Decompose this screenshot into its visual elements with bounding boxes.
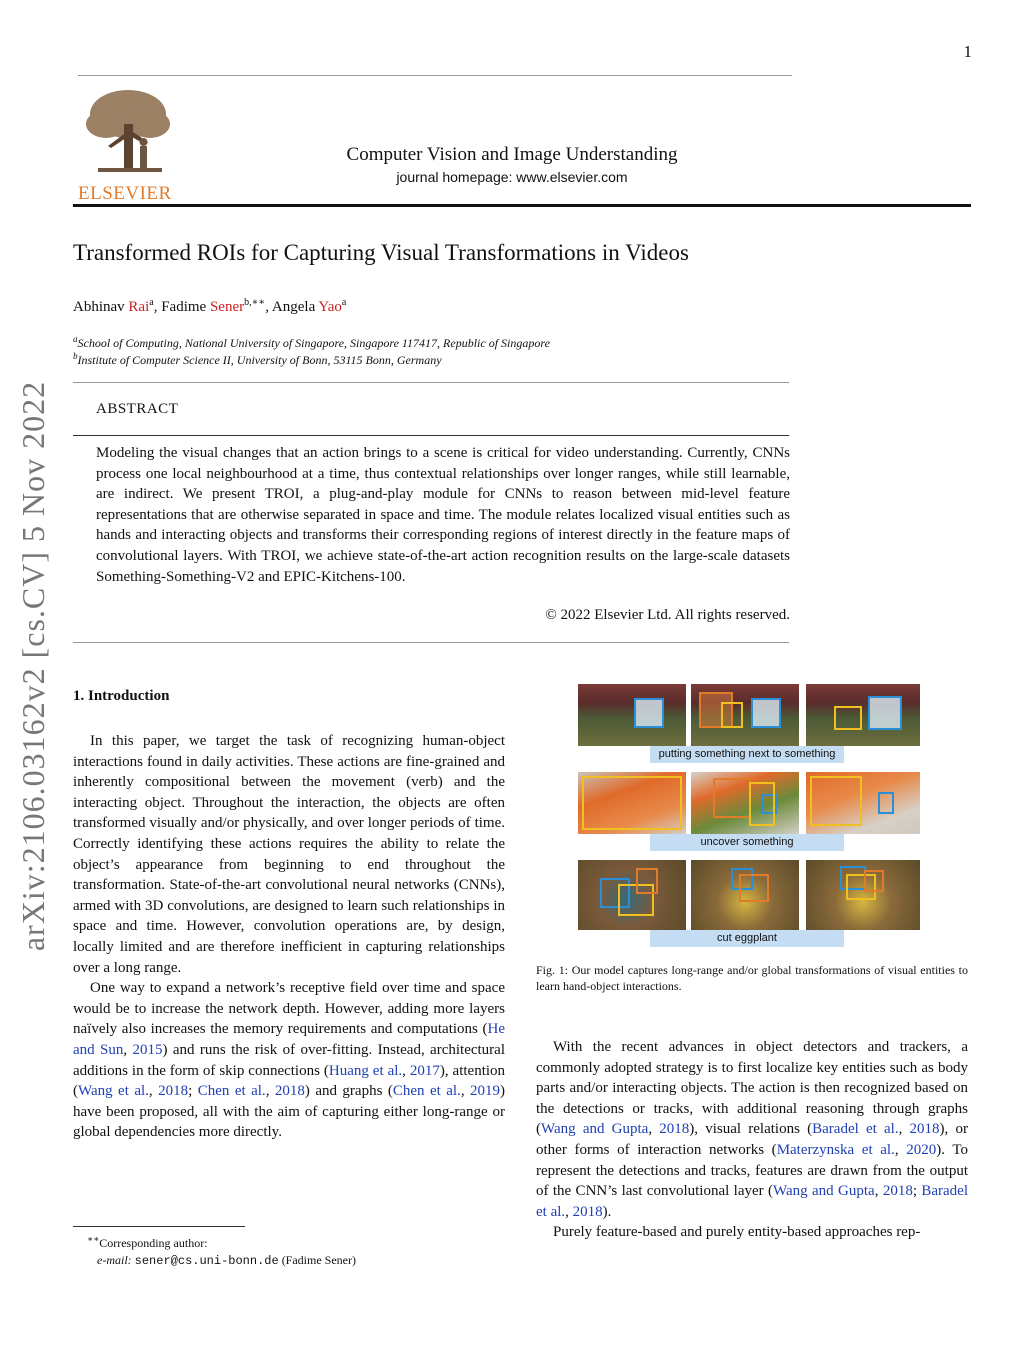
citation-year-link[interactable]: 2018: [882, 1183, 913, 1200]
citation-year-link[interactable]: 2017: [409, 1062, 440, 1079]
citation-link[interactable]: Wang et al.: [78, 1083, 149, 1100]
text-run: ;: [188, 1083, 198, 1100]
abstract-heading-rule: [73, 435, 789, 436]
affiliation: [73, 351, 442, 368]
journal-name: Computer Vision and Image Understanding: [346, 144, 678, 165]
video-frame: [578, 772, 686, 834]
figure-1: [578, 684, 920, 948]
abstract-top-rule: [73, 382, 789, 383]
author-given: Abhinav: [73, 299, 129, 315]
abstract-bottom-rule: [73, 642, 789, 643]
citation-link[interactable]: Chen et al.: [392, 1083, 461, 1100]
text-run: ), or other forms of interaction networks (: [536, 1121, 968, 1158]
intro-left-column: [73, 731, 505, 1143]
intro-right-column: [536, 1037, 968, 1243]
object-bbox: [751, 698, 781, 728]
footnote-line-1: [73, 1231, 505, 1252]
text-run: With the recent advances in object detectors and trackers, a commonly adopted strategy is to first localize key entities such as body parts and/or interacting objects. The action is then recognized based on the detections or tracks, with additional reasoning through graphs (: [536, 1039, 968, 1138]
text-run: ), visual relations (: [689, 1121, 813, 1138]
abstract-text: Modeling the visual changes that an action brings to a scene is critical for video understanding. Currently, CNNs process one local neighbourhood at a time, thus contextual relationships over longer ranges, while still learnable, are indirect. We present TROI, a plug-and-play module for CNNs to reason between mid-level feature representations that are otherwise separated in space and time. The module relates localized visual entities such as hands and interacting objects and transforms their corresponding regions of interest directly in the feature maps of convolutional layers. With TROI, we achieve state-of-the-art action recognition results on the large-scale datasets Something-Something-V2 and EPIC-Kitchens-100.: [96, 445, 790, 585]
email-link[interactable]: sener@cs.uni-bonn.de: [134, 1254, 279, 1268]
citation-year-link[interactable]: 2020: [906, 1141, 937, 1158]
header-top-rule: [78, 75, 792, 76]
footnote: [73, 1231, 505, 1270]
right-paragraph-2: Purely feature-based and purely entity-based approaches rep-: [553, 1224, 921, 1241]
author-sup: b,∗∗: [244, 297, 266, 308]
intro-paragraph-2: One way to expand a network’s receptive field over time and space would be to increase the network depth. However, adding more layers naïvely also increases the memory requirements and computations (He and Sun, 2015) and runs the risk of over-fitting. Instead, architectural additions in the form of skip connections (Huang et al., 2017), attention (Wang et al., 2018; Chen et al., 2018) and graphs (Chen et al., 2019) have been proposed, all with the aim of capturing either long-range or global dependencies more directly.: [73, 980, 506, 1141]
video-frame: [806, 684, 920, 746]
citation-year-link[interactable]: 2015: [132, 1041, 163, 1058]
citation-year-link[interactable]: 2019: [470, 1083, 501, 1100]
citation-year-link[interactable]: 2018: [909, 1121, 940, 1138]
citation-link[interactable]: Wang and Gupta: [541, 1121, 649, 1138]
citation-year-link[interactable]: 2018: [274, 1083, 305, 1100]
email-owner: (Fadime Sener): [281, 1253, 356, 1267]
footnote-line-2: [73, 1252, 505, 1270]
text-run: One way to expand a network’s receptive field over time and space would be to increase the network depth. However, adding more layers naïvely also increases the memory requirements and computations (: [73, 980, 505, 1038]
text-run: ).: [602, 1203, 612, 1220]
footnote-label: Corresponding author:: [99, 1236, 208, 1250]
author-family-link[interactable]: Yao: [318, 299, 342, 315]
object-bbox: [878, 792, 894, 814]
intro-paragraph-1: In this paper, we target the task of recognizing human-object interactions found in daily activities. These actions are fine-grained and inherently compositional between the movement (verb) and the interacting object. Throughout the interaction, the objects are often transformed visually and/or physically, and over longer periods of time. Correctly identifying these actions requires the ability to relate the object’s appearance from beginning to end throughout the transformation. State-of-the-art convolutional neural networks (CNNs), armed with 3D convolutions, are designed to learn such relationships in space and time. However, convolution operations are, by design, locally limited and are therefore inefficient in capturing relationships over a long range.: [73, 733, 505, 976]
hand-bbox: [713, 778, 751, 818]
text-run: ,: [123, 1041, 133, 1058]
citation-link[interactable]: Baradel et al.: [812, 1121, 899, 1138]
citation-link[interactable]: Materzynska et al.: [776, 1141, 895, 1158]
citation-year-link[interactable]: 2018: [659, 1121, 690, 1138]
text-run: ). To represent the detections and tracks, features are drawn from the output of the CNN’s last convolutional layer (: [536, 1141, 969, 1200]
elsevier-wordmark: ELSEVIER: [78, 183, 172, 204]
footnote-marker: ∗∗: [87, 1234, 100, 1244]
video-frame: [806, 860, 920, 930]
video-frame: [578, 684, 686, 746]
figure-label: uncover something: [650, 834, 844, 851]
figure-label: putting something next to something: [650, 746, 844, 763]
object-bbox: [634, 698, 664, 728]
citation-link[interactable]: Wang and Gupta: [773, 1183, 875, 1200]
author-sep: ,: [153, 299, 162, 315]
object-bbox: [739, 874, 769, 902]
citation-link[interactable]: He and Sun: [73, 1021, 505, 1058]
affiliation-text: Institute of Computer Science II, University of Bonn, 53115 Bonn, Germany: [77, 353, 442, 367]
cloth-bbox: [810, 776, 862, 826]
object-bbox: [864, 870, 884, 892]
author-family-link[interactable]: Sener: [209, 299, 245, 315]
affiliation-sup: b: [73, 351, 78, 361]
text-run: ) have been proposed, all with the aim of capturing either long-range or global dependencies more directly.: [73, 1083, 506, 1141]
text-run: ) and runs the risk of over-fitting. Instead, architectural additions in the form of skip connections (: [73, 1041, 506, 1079]
author-list: [73, 297, 346, 316]
text-run: ;: [912, 1183, 922, 1200]
citation-link[interactable]: Huang et al.: [328, 1062, 403, 1079]
copyright-notice: © 2022 Elsevier Ltd. All rights reserved.: [545, 607, 790, 623]
affiliation: [73, 334, 550, 351]
page-number: 1: [963, 42, 972, 61]
journal-homepage[interactable]: journal homepage: www.elsevier.com: [396, 169, 628, 185]
object-bbox: [749, 782, 775, 826]
header-bottom-rule: [73, 204, 971, 207]
author-sup: a: [149, 297, 154, 308]
author-sep: ,: [265, 299, 272, 315]
cloth-bbox: [582, 776, 682, 830]
paper-title: Transformed ROIs for Capturing Visual Transformations in Videos: [73, 240, 689, 265]
citation-year-link[interactable]: 2018: [158, 1083, 189, 1100]
object-bbox: [834, 706, 862, 730]
figure-caption: Fig. 1: Our model captures long-range and/or global transformations of visual entities to learn hand-object interactions.: [536, 963, 968, 993]
video-frame: [691, 684, 799, 746]
object-bbox: [636, 868, 658, 894]
text-run: ), attention (: [73, 1062, 506, 1100]
author-sup: a: [341, 297, 347, 308]
abstract-heading: ABSTRACT: [96, 401, 179, 417]
video-frame: [691, 772, 799, 834]
affiliation-sup: a: [73, 334, 78, 344]
section-heading-introduction: 1. Introduction: [73, 688, 170, 704]
footnote-rule: [73, 1226, 245, 1227]
right-paragraph-1: With the recent advances in object detectors and trackers, a commonly adopted strategy is to first localize key entities such as body parts and/or interacting objects. The action is then recognized based on the detections or tracks, with additional reasoning through graphs (Wang and Gupta, 2018), visual relations (Baradel et al., 2018), or other forms of interaction networks (Materzynska et al., 2020). To represent the detections and tracks, features are drawn from the output of the CNN’s last convolutional layer (Wang and Gupta, 2018; Baradel et al., 2018).: [536, 1039, 969, 1220]
object-bbox: [721, 702, 743, 728]
citation-link[interactable]: Chen et al.: [197, 1083, 266, 1100]
author-given: Fadime: [161, 299, 210, 315]
video-frame: [806, 772, 920, 834]
object-bbox: [868, 696, 902, 730]
email-label: e-mail:: [97, 1253, 132, 1267]
citation-link[interactable]: Baradel et al.: [536, 1183, 968, 1220]
journal-header: [0, 144, 1024, 185]
video-frame: [578, 860, 686, 930]
citation-year-link[interactable]: 2018: [572, 1203, 603, 1220]
video-frame: [691, 860, 799, 930]
author-family-link[interactable]: Rai: [128, 299, 150, 315]
text-run: ) and graphs (: [304, 1083, 393, 1100]
author-given: Angela: [271, 299, 319, 315]
figure-label: cut eggplant: [650, 930, 844, 947]
affiliation-text: School of Computing, National University of Singapore, Singapore 117417, Republic of Singapore: [77, 336, 550, 350]
arxiv-stamp: arXiv:2106.03162v2 [cs.CV] 5 Nov 2022: [15, 380, 51, 952]
